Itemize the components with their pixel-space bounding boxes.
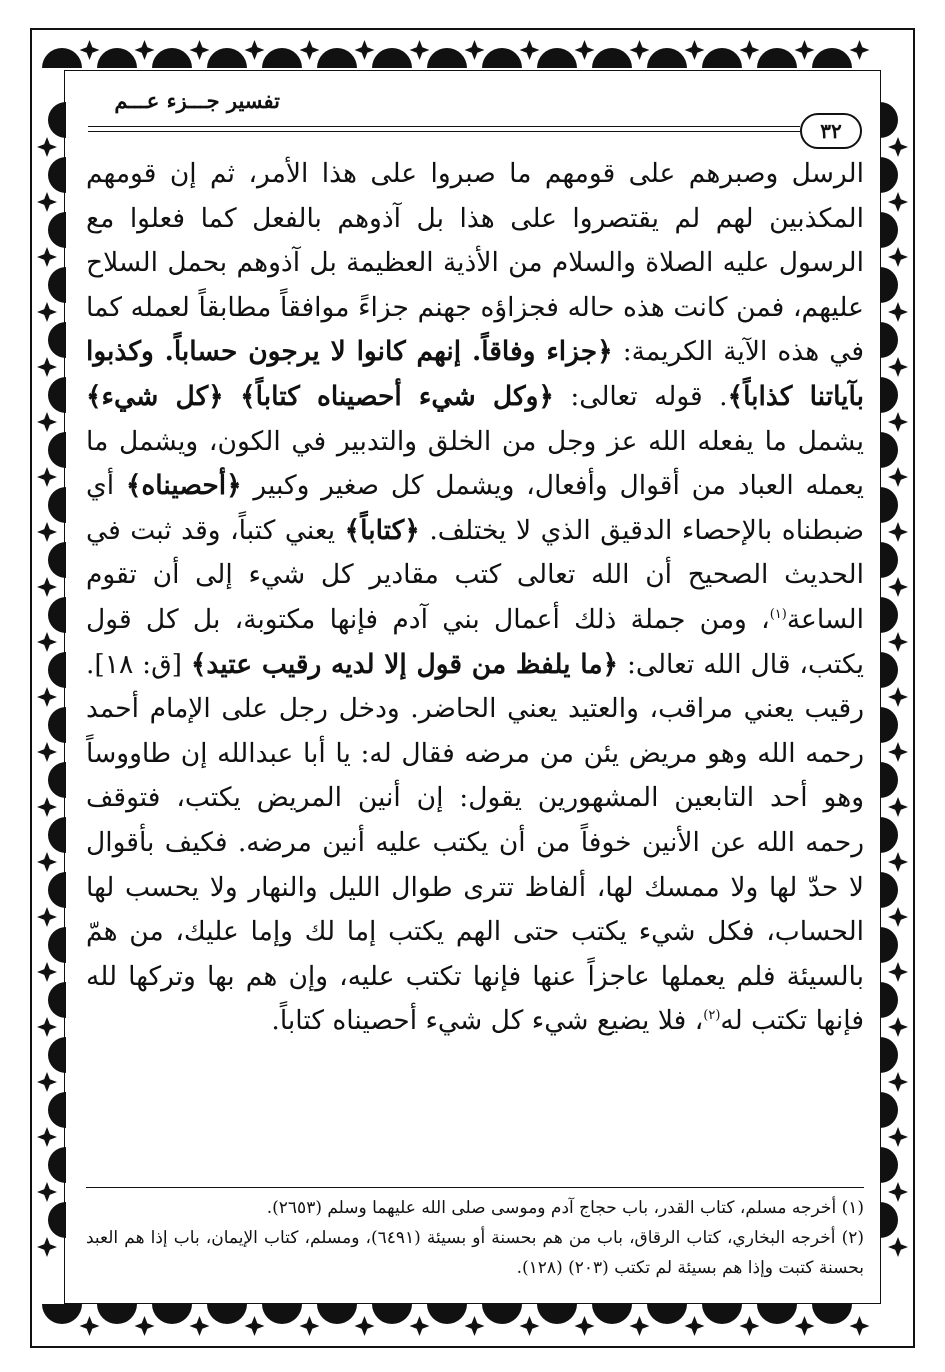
footnote-marker[interactable]: (٢)	[703, 1008, 721, 1024]
footnote: (١) أخرجه مسلم، كتاب القدر، باب حجاج آدم وموسى صلى الله عليهما وسلم (٢٦٥٣).	[266, 1198, 864, 1218]
text-run	[224, 381, 240, 412]
text-run: أي ضبطناه بالإحصاء الدقيق الذي لا يختلف.	[86, 470, 864, 546]
text-run: يشمل ما يفعله الله عز وجل من الخلق والتدبير في الكون، ويشمل ما يعمله العباد من أقوال وأفعال، ويشمل كل صغير وكبير	[86, 425, 864, 502]
body-paragraph	[86, 152, 864, 1044]
running-header-title: تفسير جـــزء عـــم	[114, 88, 280, 113]
text-run: يعني كتباً، وقد ثبت في الحديث الصحيح أن الله تعالى كتب مقادير كل شيء إلى أن تقوم الساعة	[86, 514, 864, 635]
text-run: ، فلا يضيع شيء كل شيء أحصيناه كتاباً.	[271, 1005, 704, 1037]
header-rule	[88, 126, 800, 127]
footnotes	[86, 1193, 864, 1283]
text-run: ، ومن جملة ذلك أعمال بني آدم فإنها مكتوبة، بل كل قول يكتب، قال الله تعالى:	[86, 603, 864, 680]
quran-quote: ﴿كل شيء﴾	[86, 380, 224, 412]
quran-quote: ﴿أحصيناه﴾	[125, 470, 242, 502]
text-run: [ق: ١٨]. رقيب يعني مراقب، والعتيد يعني الحاضر. ودخل رجل على الإمام أحمد رحمه الله وهو مريض يئن من مرضه فقال له: يا أبا عبدالله إن طاووساً وهو أحد التابعين المشهورين يقول: إن أنين المريض يكتب، فتوقف رحمه الله عن الأنين خوفاً من أن يكتب عليه أنين مرضه. فكيف بأقوال لا حدّ لها ولا ممسك لها، ألفاظ تترى طوال الليل والنهار ولا يحسب لها الحساب، فكل شيء يكتب حتى الهم يكتب إما لك وإما عليك، من همّ بالسيئة فلم يعملها عاجزاً عنها فإنها تكتب عليه، وإن هم بها وتركها لله فإنها تكتب له	[86, 648, 864, 1037]
footnote-separator	[86, 1187, 864, 1188]
header-rule	[88, 131, 800, 132]
quran-quote: ﴿ما يلفظ من قول إلا لديه رقيب عتيد﴾	[190, 648, 619, 680]
quran-quote: ﴿كتاباً﴾	[344, 514, 420, 546]
text-run: الرسل وصبرهم على قومهم ما صبروا على هذا الأمر، ثم إن قومهم المكذبين لهم لم يقتصروا على هذا بل آذوهم بالفعل كما فعلوا مع الرسول عليه الصلاة والسلام من الأذية العظيمة بل آذوهم بحمل السلاح عليهم، فمن كانت هذه حاله فجزاؤه جهنم جزاءً موافقاً مطابقاً لعمله كما في هذه الآية الكريمة:	[86, 158, 864, 368]
body-text	[86, 152, 864, 1044]
quran-quote: ﴿جزاء وفاقاً. إنهم كانوا لا يرجون حساباً. وكذبوا بآياتنا كذاباً﴾	[86, 336, 864, 412]
footnote-marker[interactable]: (١)	[769, 607, 787, 623]
text-run: . قوله تعالى:	[553, 380, 728, 412]
footnote: (٢) أخرجه البخاري، كتاب الرقاق، باب من هم بحسنة أو بسيئة (٦٤٩١)، ومسلم، كتاب الإيمان، باب إذا هم العبد بحسنة كتبت وإذا هم بسيئة لم تكتب (٢٠٣) (١٢٨).	[86, 1228, 864, 1278]
page-number: ٣٢	[800, 113, 862, 149]
quran-quote: ﴿وكل شيء أحصيناه كتاباً﴾	[240, 380, 554, 412]
